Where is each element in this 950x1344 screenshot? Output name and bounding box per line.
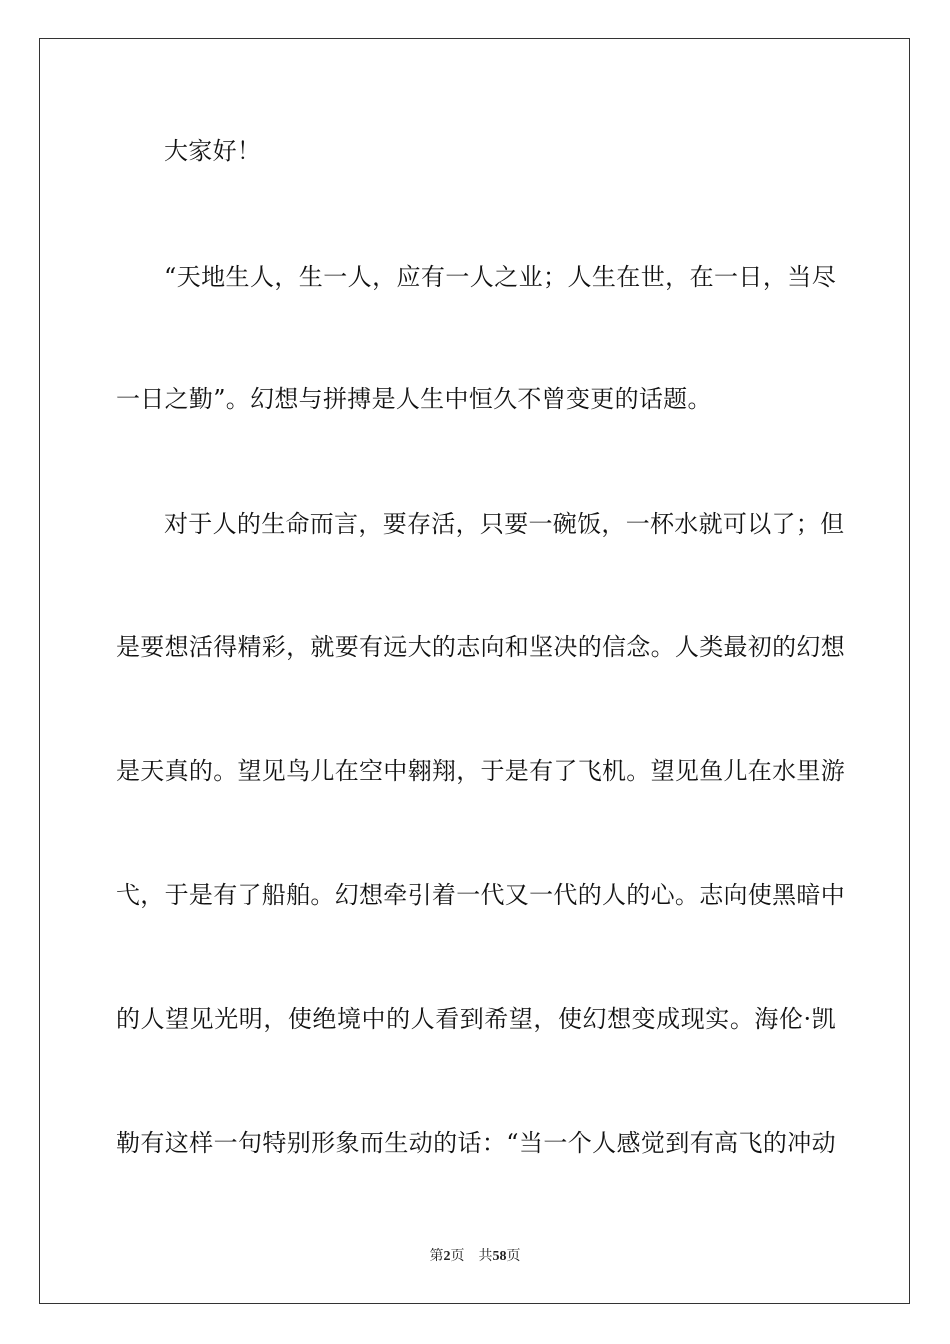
- total-label-prefix: 共: [478, 1248, 493, 1264]
- paragraph-line: 弋，于是有了船舶。幻想牵引着一代又一代的人的心。志向使黑暗中: [116, 881, 845, 909]
- paragraph-line: 是天真的。望见鸟儿在空中翱翔，于是有了飞机。望见鱼儿在水里游: [116, 757, 845, 785]
- page-footer: [0, 1247, 950, 1266]
- page-label-prefix: 第: [429, 1248, 444, 1264]
- total-label-suffix: 页: [506, 1248, 521, 1264]
- total-pages-number: 58: [492, 1249, 507, 1264]
- paragraph-line: 是要想活得精彩，就要有远大的志向和坚决的信念。人类最初的幻想: [116, 633, 845, 661]
- paragraph-line: 的人望见光明，使绝境中的人看到希望，使幻想变成现实。海伦·凯: [116, 1005, 836, 1033]
- paragraph-line: 一日之勤”。幻想与拼搏是人生中恒久不曾变更的话题。: [116, 385, 712, 413]
- page-label-suffix: 页: [450, 1248, 465, 1264]
- page-border: [39, 38, 910, 1304]
- greeting-line: 大家好！: [164, 137, 262, 165]
- paragraph-line: “天地生人，生一人，应有一人之业；人生在世，在一日，当尽: [164, 263, 836, 291]
- paragraph-line: 勒有这样一句特别形象而生动的话：“当一个人感觉到有高飞的冲动: [116, 1129, 836, 1157]
- paragraph-line: 对于人的生命而言，要存活，只要一碗饭，一杯水就可以了；但: [164, 510, 845, 538]
- current-page-number: 2: [443, 1249, 451, 1264]
